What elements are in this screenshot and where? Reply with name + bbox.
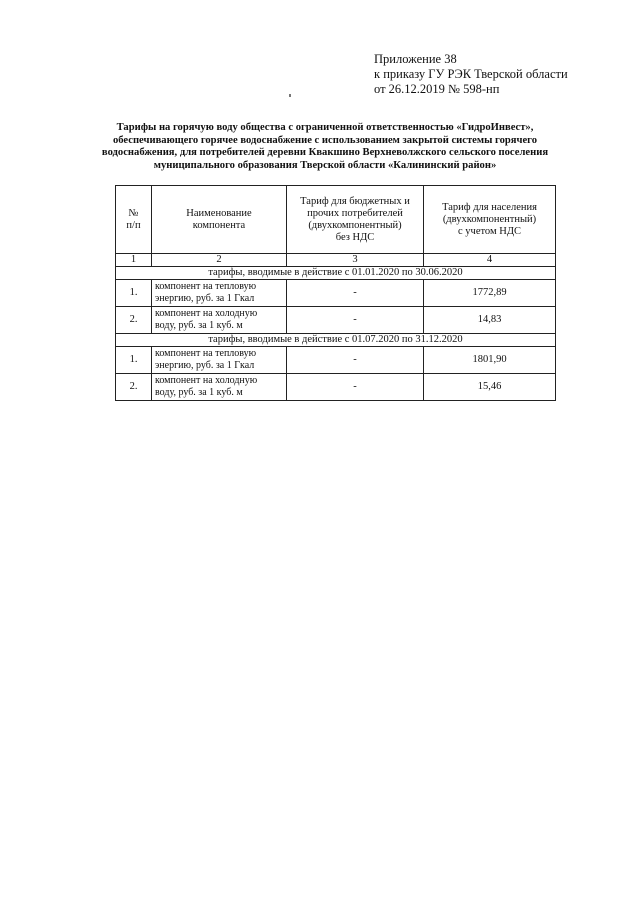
population-tariff-value: 1772,89 bbox=[424, 280, 556, 307]
period-label: тарифы, вводимые в действие с 01.07.2020 по 31.12.2020 bbox=[116, 334, 556, 347]
table-row bbox=[116, 374, 556, 401]
title-line: обеспечивающего горячее водоснабжение с использованием закрытой системы горячего bbox=[112, 134, 538, 146]
header-population-tariff bbox=[424, 186, 556, 254]
component-name-line: воду, руб. за 1 куб. м bbox=[155, 320, 243, 331]
header-text: прочих потребителей bbox=[307, 207, 403, 219]
appendix-reference bbox=[374, 52, 568, 97]
header-number bbox=[116, 186, 152, 254]
budget-tariff-value: - bbox=[287, 280, 424, 307]
component-name-line: энергию, руб. за 1 Гкал bbox=[155, 360, 255, 371]
period-label: тарифы, вводимые в действие с 01.01.2020 по 30.06.2020 bbox=[116, 267, 556, 280]
appendix-order: к приказу ГУ РЭК Тверской области bbox=[374, 67, 568, 81]
title-line: Тарифы на горячую воду общества с ограниченной ответственностью «ГидроИнвест», bbox=[116, 122, 534, 133]
budget-tariff-value: - bbox=[287, 374, 424, 401]
table-row bbox=[116, 307, 556, 334]
table-row bbox=[116, 280, 556, 307]
component-name-line: воду, руб. за 1 куб. м bbox=[155, 387, 243, 398]
row-number: 1. bbox=[116, 347, 152, 374]
component-name bbox=[152, 347, 287, 374]
title-line: муниципального образования Тверской области «Калининский район» bbox=[153, 159, 497, 171]
period-row bbox=[116, 267, 556, 280]
document-title bbox=[86, 122, 564, 172]
component-name bbox=[152, 307, 287, 334]
header-text: без НДС bbox=[335, 231, 375, 243]
component-name-line: энергию, руб. за 1 Гкал bbox=[155, 293, 255, 304]
header-text: Тариф для населения bbox=[442, 201, 537, 213]
table-row bbox=[116, 347, 556, 374]
tariff-table bbox=[115, 185, 556, 401]
appendix-date: от 26.12.2019 № 598-нп bbox=[374, 82, 500, 96]
header-text: с учетом НДС bbox=[458, 225, 521, 237]
header-text: Наименование bbox=[186, 207, 252, 219]
population-tariff-value: 14,83 bbox=[424, 307, 556, 334]
population-tariff-value: 15,46 bbox=[424, 374, 556, 401]
scan-speck bbox=[289, 94, 291, 97]
population-tariff-value: 1801,90 bbox=[424, 347, 556, 374]
header-text: компонента bbox=[192, 219, 246, 231]
row-number: 1. bbox=[116, 280, 152, 307]
header-text: (двухкомпонентный) bbox=[442, 213, 537, 225]
row-number: 2. bbox=[116, 374, 152, 401]
header-component-name bbox=[152, 186, 287, 254]
header-budget-tariff bbox=[287, 186, 424, 254]
budget-tariff-value: - bbox=[287, 307, 424, 334]
column-number-row bbox=[116, 254, 556, 267]
column-number: 1 bbox=[116, 254, 152, 267]
component-name-line: компонент на холодную bbox=[155, 375, 258, 386]
header-text: п/п bbox=[126, 219, 141, 231]
component-name bbox=[152, 374, 287, 401]
appendix-number: Приложение 38 bbox=[374, 52, 457, 66]
component-name-line: компонент на тепловую bbox=[155, 281, 257, 292]
component-name-line: компонент на холодную bbox=[155, 308, 258, 319]
row-number: 2. bbox=[116, 307, 152, 334]
table-header-row bbox=[116, 186, 556, 254]
header-text: (двухкомпонентный) bbox=[308, 219, 402, 231]
column-number: 3 bbox=[287, 254, 424, 267]
period-row bbox=[116, 334, 556, 347]
budget-tariff-value: - bbox=[287, 347, 424, 374]
column-number: 2 bbox=[152, 254, 287, 267]
header-text: № bbox=[128, 207, 139, 219]
component-name bbox=[152, 280, 287, 307]
title-line: водоснабжения, для потребителей деревни Квакшино Верхневолжского сельского поселения bbox=[101, 147, 549, 159]
column-number: 4 bbox=[424, 254, 556, 267]
header-text: Тариф для бюджетных и bbox=[300, 195, 410, 207]
component-name-line: компонент на тепловую bbox=[155, 348, 257, 359]
